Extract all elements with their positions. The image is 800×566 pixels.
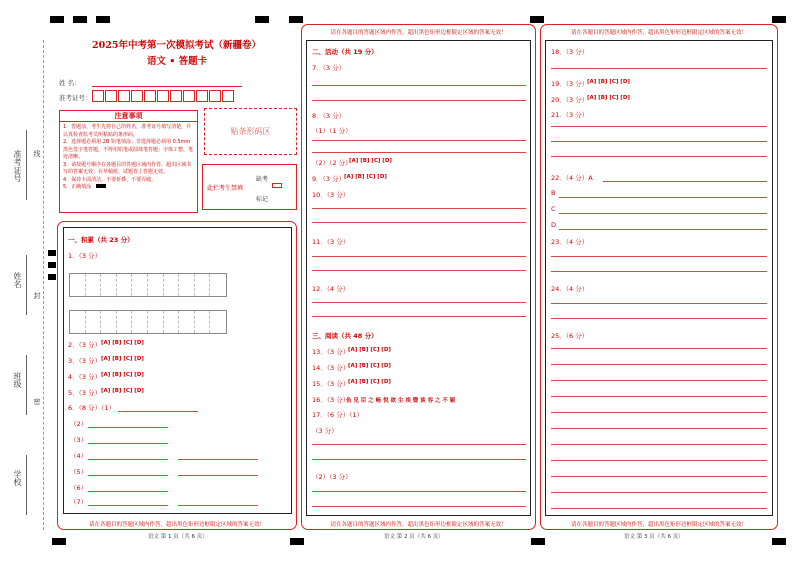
q25-line[interactable] — [551, 428, 767, 429]
q8-1-line[interactable] — [312, 140, 526, 141]
binding-marker-line: 线 — [33, 150, 41, 157]
q1-writing-grid-2[interactable] — [69, 310, 227, 334]
timing-mark — [48, 250, 56, 256]
q25-line[interactable] — [551, 364, 767, 365]
id-digit-box[interactable] — [222, 90, 234, 102]
q15-label: 15．（3 分） — [312, 380, 350, 388]
page2-footer: 语文 第 2 页（共 6 页） — [384, 534, 444, 540]
q11-line[interactable] — [312, 270, 526, 271]
binding-marker-seal: 封 — [33, 292, 41, 299]
id-digit-box[interactable] — [196, 90, 208, 102]
barcode-label: 贴条形码区 — [230, 127, 271, 136]
q14-label: 14．（3 分） — [312, 364, 350, 372]
q25-line[interactable] — [551, 460, 767, 461]
q4-label: 4．（3 分） — [68, 373, 102, 381]
notes-title: 注意事项 — [60, 111, 197, 122]
subject-title: 语文 • 答题卡 — [147, 56, 208, 67]
notes-item-1: 1．答题前，考生先将自己的姓名，准考证号填写清楚，并认真检查监考员所粘贴的条形码。 — [63, 124, 192, 138]
q24-line[interactable] — [551, 318, 767, 319]
q21-line[interactable] — [551, 141, 767, 142]
q22-b-line[interactable] — [559, 197, 767, 198]
page1-answer-box — [63, 227, 292, 514]
timing-mark — [52, 538, 66, 545]
correct-fill-sample — [96, 184, 106, 188]
timing-mark — [772, 16, 786, 23]
absent-mark-line2: 标记 — [256, 196, 269, 203]
timing-mark — [289, 16, 303, 23]
q5-label: 5．（3 分） — [68, 389, 102, 397]
q21-line[interactable] — [551, 126, 767, 127]
q21-line[interactable] — [551, 156, 767, 157]
q6-6-line[interactable] — [88, 491, 168, 492]
binding-dashed-line — [43, 40, 44, 530]
q17-1-line[interactable] — [312, 459, 526, 460]
barcode-area — [204, 108, 297, 155]
id-label: 准考证号： — [59, 94, 92, 102]
name-field[interactable] — [92, 86, 242, 87]
binding-label-school: 学校 — [13, 470, 22, 486]
q1-label: 1．（3 分） — [68, 252, 102, 260]
q12-line[interactable] — [312, 316, 526, 317]
absent-label: 此栏考生禁填 — [207, 185, 244, 192]
q14-options[interactable]: [A] [B] [C] [D] — [348, 363, 391, 369]
q12-label: 12．（4 分） — [312, 285, 350, 293]
q17-2-line[interactable] — [312, 506, 526, 507]
binding-label-id: 准考证号 — [13, 150, 22, 182]
q5-options[interactable]: [A] [B] [C] [D] — [101, 388, 144, 394]
id-digit-box[interactable] — [118, 90, 130, 102]
page1-bottom-notice: 请在各题目的答题区域内作答，超出黑色矩形边框限定区域的答案无效！ — [88, 522, 265, 528]
correct-fill-label: 5．正确填涂 — [63, 184, 92, 190]
q18-label: 18．（3 分） — [551, 48, 589, 56]
q6-5-line-a[interactable] — [88, 475, 168, 476]
q3-options[interactable]: [A] [B] [C] [D] — [101, 356, 144, 362]
q6-4-label: （4） — [70, 452, 88, 460]
id-digit-box[interactable] — [92, 90, 104, 102]
timing-mark — [73, 16, 87, 23]
id-digit-box[interactable] — [170, 90, 182, 102]
exam-title: 2025年中考第一次模拟考试（新疆卷） — [92, 40, 261, 51]
q17-label: 17．（6 分）（1） — [312, 411, 364, 419]
id-digit-box[interactable] — [157, 90, 169, 102]
q6-1-line[interactable] — [118, 411, 198, 412]
q18-line[interactable] — [551, 68, 767, 69]
absent-mark-line1: 缺考 — [256, 176, 269, 183]
timing-mark — [530, 16, 544, 23]
binding-marker-secret: 密 — [33, 398, 41, 405]
q4-options[interactable]: [A] [B] [C] [D] — [101, 372, 144, 378]
timing-mark — [48, 274, 56, 280]
q15-options[interactable]: [A] [B] [C] [D] — [348, 379, 391, 385]
q17-1-label: （3 分） — [312, 427, 338, 435]
id-digit-box[interactable] — [105, 90, 117, 102]
page3-bottom-notice: 请在各题目的答题区域内作答，超出黑色矩形边框限定区域的答案无效！ — [570, 522, 747, 528]
timing-mark — [290, 538, 304, 545]
name-label: 姓 名： — [59, 79, 81, 87]
q6-3-line[interactable] — [88, 443, 168, 444]
q9-options[interactable]: [A] [B] [C] [D] — [344, 174, 387, 180]
q13-options[interactable]: [A] [B] [C] [D] — [348, 347, 391, 353]
id-digit-box[interactable] — [183, 90, 195, 102]
q6-5-label: （5） — [70, 468, 88, 476]
binding-field-line — [26, 455, 27, 515]
q7-label: 7．（3 分） — [312, 64, 346, 72]
section1-title: 一、积累（共 23 分） — [68, 236, 134, 244]
binding-field-line — [26, 130, 27, 200]
section2-title: 二、活动（共 19 分） — [312, 48, 378, 56]
q22-b-label: B — [551, 189, 556, 197]
q22-a-line[interactable] — [603, 181, 767, 182]
q6-label: 6．（8 分）（1） — [68, 404, 115, 412]
timing-mark — [255, 16, 269, 23]
timing-mark — [531, 538, 545, 545]
q19-options[interactable]: [A] [B] [C] [D] — [587, 79, 630, 85]
q20-label: 20．（3 分） — [551, 96, 589, 104]
q17-1-line[interactable] — [312, 444, 526, 445]
q10-line[interactable] — [312, 222, 526, 223]
q6-4-line-a[interactable] — [88, 459, 168, 460]
id-digit-box[interactable] — [144, 90, 156, 102]
page2-bottom-notice: 请在各题目的答题区域内作答，超出黑色矩形边框限定区域的答案无效！ — [330, 522, 507, 528]
q8-2-options[interactable]: [A] [B] [C] [D] — [349, 158, 392, 164]
page2-top-notice: 请在各题目的答题区域内作答，超出黑色矩形边框限定区域的答案无效！ — [330, 30, 507, 36]
q24-line[interactable] — [551, 303, 767, 304]
binding-field-line — [26, 355, 27, 415]
q7-line[interactable] — [312, 100, 526, 101]
notes-item-5 — [60, 184, 197, 192]
q8-label: 8．（3 分） — [312, 112, 346, 120]
timing-mark — [96, 16, 110, 23]
q6-3-label: （3） — [70, 436, 88, 444]
q25-line[interactable] — [551, 380, 767, 381]
q8-1-label: （1）（1 分） — [312, 127, 352, 135]
q11-line[interactable] — [312, 256, 526, 257]
q6-5-line-b[interactable] — [178, 475, 258, 476]
absent-mark-box[interactable] — [272, 183, 282, 188]
q19-label: 19．（3 分） — [551, 80, 589, 88]
q25-line[interactable] — [551, 412, 767, 413]
notes-item-3: 3．请按题号顺序在各题目的答题区域内作答，超出区域书写的答案无效；在草稿纸、试题卷上答题无效。 — [63, 161, 192, 175]
q13-label: 13．（3 分） — [312, 348, 350, 356]
q6-7-line-a[interactable] — [88, 505, 168, 506]
q6-7-label: （7） — [70, 498, 88, 506]
q16-label: 16．（3 分） — [312, 396, 350, 404]
q22-d-line[interactable] — [559, 229, 767, 230]
timing-mark — [772, 538, 786, 545]
q25-line[interactable] — [551, 508, 767, 509]
section3-title: 三、阅读（共 48 分） — [312, 332, 378, 340]
binding-field-line — [26, 255, 27, 315]
page3-top-notice: 请在各题目的答题区域内作答，超出黑色矩形边框限定区域的答案无效！ — [570, 30, 747, 36]
q10-line[interactable] — [312, 208, 526, 209]
q25-line[interactable] — [551, 492, 767, 493]
q6-4-line-b[interactable] — [178, 459, 258, 460]
q25-line[interactable] — [551, 348, 767, 349]
q24-label: 24．（4 分） — [551, 285, 589, 293]
binding-label-name: 姓名 — [13, 272, 22, 288]
q9-label: 9．（3 分） — [312, 175, 346, 183]
q12-line[interactable] — [312, 302, 526, 303]
q23-label: 23．（4 分） — [551, 238, 589, 246]
notes-box — [59, 110, 198, 213]
q2-options[interactable]: [A] [B] [C] [D] — [101, 340, 144, 346]
binding-label-class: 班级 — [13, 372, 22, 388]
q8-1-line[interactable] — [312, 152, 526, 153]
notes-item-2: 2．选择题必须用 2B 铅笔填涂；非选择题必须用 0.5mm 黑色签字笔答题，不得用铅笔或圆珠笔答题；字体工整、笔迹清晰。 — [63, 139, 194, 160]
timing-mark — [48, 262, 56, 268]
q22-c-label: C — [551, 205, 556, 213]
q6-6-label: （6） — [70, 484, 88, 492]
q25-label: 25．（6 分） — [551, 332, 589, 340]
q3-label: 3．（3 分） — [68, 357, 102, 365]
q17-2-line[interactable] — [312, 491, 526, 492]
q6-2-line[interactable] — [88, 427, 168, 428]
id-digit-box[interactable] — [131, 90, 143, 102]
q20-options[interactable]: [A] [B] [C] [D] — [587, 95, 630, 101]
page1-footer: 语文 第 1 页（共 6 页） — [148, 534, 208, 540]
page3-footer: 语文 第 3 页（共 6 页） — [624, 534, 684, 540]
notes-item-4: 4．保持卡面清洁，不要折叠、不要弄破。 — [63, 176, 157, 183]
q25-line[interactable] — [551, 476, 767, 477]
q2-label: 2．（3 分） — [68, 341, 102, 349]
q25-line[interactable] — [551, 444, 767, 445]
q10-label: 10．（3 分） — [312, 191, 350, 199]
q16-chars[interactable]: 鱼 见 臣 之 畅 悦 欲 尘 埃 暨 谈 容 之 不 颖 — [346, 398, 456, 404]
q23-line[interactable] — [551, 256, 767, 257]
q8-2-label: （2）（2 分） — [312, 159, 352, 167]
q11-label: 11．（3 分） — [312, 238, 350, 246]
q7-line[interactable] — [312, 85, 526, 86]
q17-2-label: （2）（3 分） — [312, 473, 352, 481]
q21-label: 21．（3 分） — [551, 111, 589, 119]
q6-7-line-b[interactable] — [178, 505, 258, 506]
q23-line[interactable] — [551, 271, 767, 272]
q1-writing-grid-1[interactable] — [69, 273, 227, 297]
q6-2-label: （2） — [70, 420, 88, 428]
q22-d-label: D — [551, 221, 557, 229]
q22-label: 22．（4 分）A — [551, 174, 593, 182]
q25-line[interactable] — [551, 396, 767, 397]
timing-mark — [50, 16, 64, 23]
id-digit-box[interactable] — [209, 90, 221, 102]
q22-c-line[interactable] — [559, 213, 767, 214]
